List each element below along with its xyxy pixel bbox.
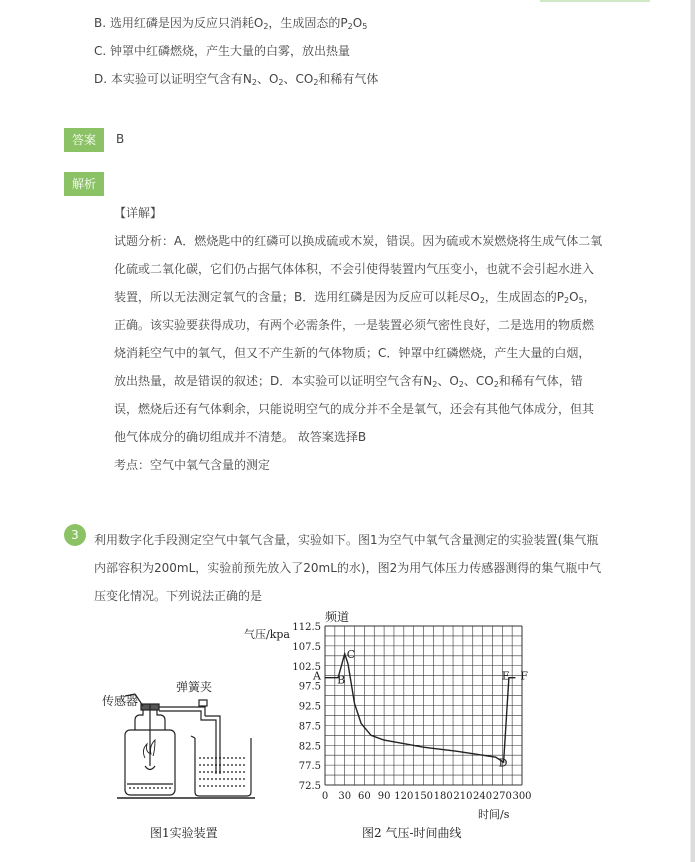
chart-y-tick-label: 102.5 xyxy=(292,661,321,673)
chart-x-tick-label: 0 xyxy=(321,791,329,802)
chart-x-tick-label: 60 xyxy=(358,791,371,802)
question-line-2: 内部容积为200mL，实验前预先放入了20mL的水)，图2为用气体压力传感器测得的集气瓶中气 xyxy=(94,561,602,575)
analysis-heading: 【详解】 xyxy=(114,206,163,220)
analysis-line-6: 放出热量，故是错误的叙述；D．本实验可以证明空气含有$N_2$、$O_2$、$CO_2$和稀有气体，错 xyxy=(114,374,583,389)
figure1-caption: 图1实验装置 xyxy=(150,826,218,840)
chart-channel-label: 频道 xyxy=(325,610,350,624)
answer-tag: 答案 xyxy=(64,128,104,152)
figure2-caption: 图2 气压-时间曲线 xyxy=(362,826,462,840)
chart-point-label-b: B xyxy=(337,673,346,687)
question-line-3: 压变化情况。下列说法正确的是 xyxy=(94,589,263,603)
figure2-chart xyxy=(240,605,550,820)
question-line-1: 利用数字化手段测定空气中氧气含量，实验如下。图1为空气中氧气含量测定的实验装置(集气瓶 xyxy=(94,533,599,547)
chart-x-tick-label: 240 xyxy=(473,791,493,802)
analysis-line-2: 化硫或二氧化碳，它们仍占据气体体积，不会引使得装置内气压变小，也就不会引起水进入 xyxy=(114,262,595,276)
option-b: B. 选用红磷是因为反应只消耗$O_2$，生成固态的$P_2O_5$ xyxy=(94,16,368,31)
chart-y-tick-label: 107.5 xyxy=(292,641,321,653)
chart-point-label-a: A xyxy=(313,669,321,683)
analysis-line-8: 他气体成分的确切组成并不清楚。 故答案选择B xyxy=(114,430,367,444)
option-c: C. 钟罩中红磷燃烧，产生大量的白雾，放出热量 xyxy=(94,44,351,58)
chart-series-line xyxy=(325,654,515,763)
chart-point-label-f: F xyxy=(520,669,529,683)
label-spring-clip: 弹簧夹 xyxy=(176,680,213,694)
chart-point-label-c: C xyxy=(346,647,356,661)
analysis-line-5: 烧消耗空气中的氧气，但又不产生新的气体物质；C．钟罩中红磷燃烧，产生大量的白烟， xyxy=(114,346,591,360)
chart-y-tick-label: 92.5 xyxy=(298,701,321,713)
chart-y-tick-label: 77.5 xyxy=(298,761,321,773)
chart-x-axis-label: 时间/s xyxy=(478,808,510,820)
chart-point-label-e: E xyxy=(501,669,510,683)
chart-y-tick-label: 72.5 xyxy=(298,781,321,792)
chart-x-tick-label: 90 xyxy=(377,791,391,802)
chart-x-tick-label: 30 xyxy=(338,791,352,802)
analysis-line-7: 误，燃烧后还有气体剩余，只能说明空气的成分并不全是氧气，还会有其他气体成分，但其 xyxy=(114,402,595,416)
chart-y-tick-label: 82.5 xyxy=(298,741,321,753)
question-number-badge: 3 xyxy=(64,524,86,546)
chart-y-axis-label: 气压/kpa xyxy=(244,628,290,641)
chart-x-tick-label: 210 xyxy=(453,791,473,802)
chart-x-tick-label: 300 xyxy=(512,791,532,802)
chart-y-tick-label: 112.5 xyxy=(292,622,321,633)
analysis-kaodian: 考点：空气中氧气含量的测定 xyxy=(114,458,271,472)
top-divider xyxy=(540,0,650,2)
scrollbar[interactable] xyxy=(691,0,695,862)
option-d: D. 本实验可以证明空气含有$N_2$、$O_2$、$CO_2$和稀有气体 xyxy=(94,72,379,87)
label-sensor: 传感器 xyxy=(102,694,139,708)
analysis-line-3: 装置，所以无法测定氧气的含量；B．选用红磷是因为反应可以耗尽$O_2$，生成固态的$P_2O_5$， xyxy=(114,290,596,305)
answer-value: B xyxy=(116,132,125,146)
chart-point-label-d: D xyxy=(498,756,508,770)
analysis-tag: 解析 xyxy=(64,172,104,196)
chart-x-tick-label: 120 xyxy=(394,791,414,802)
chart-x-tick-label: 270 xyxy=(492,791,512,802)
analysis-line-4: 正确。该实验要获得成功，有两个必需条件，一是装置必须气密性良好，二是选用的物质燃 xyxy=(114,318,595,332)
chart-y-tick-label: 97.5 xyxy=(298,681,321,693)
chart-x-tick-label: 180 xyxy=(433,791,453,802)
analysis-line-1: 试题分析：A．燃烧匙中的红磷可以换成硫或木炭，错误。因为硫或木炭燃烧将生成气体二氧 xyxy=(114,234,603,248)
chart-y-tick-label: 87.5 xyxy=(298,721,321,733)
chart-x-tick-label: 150 xyxy=(413,791,434,802)
